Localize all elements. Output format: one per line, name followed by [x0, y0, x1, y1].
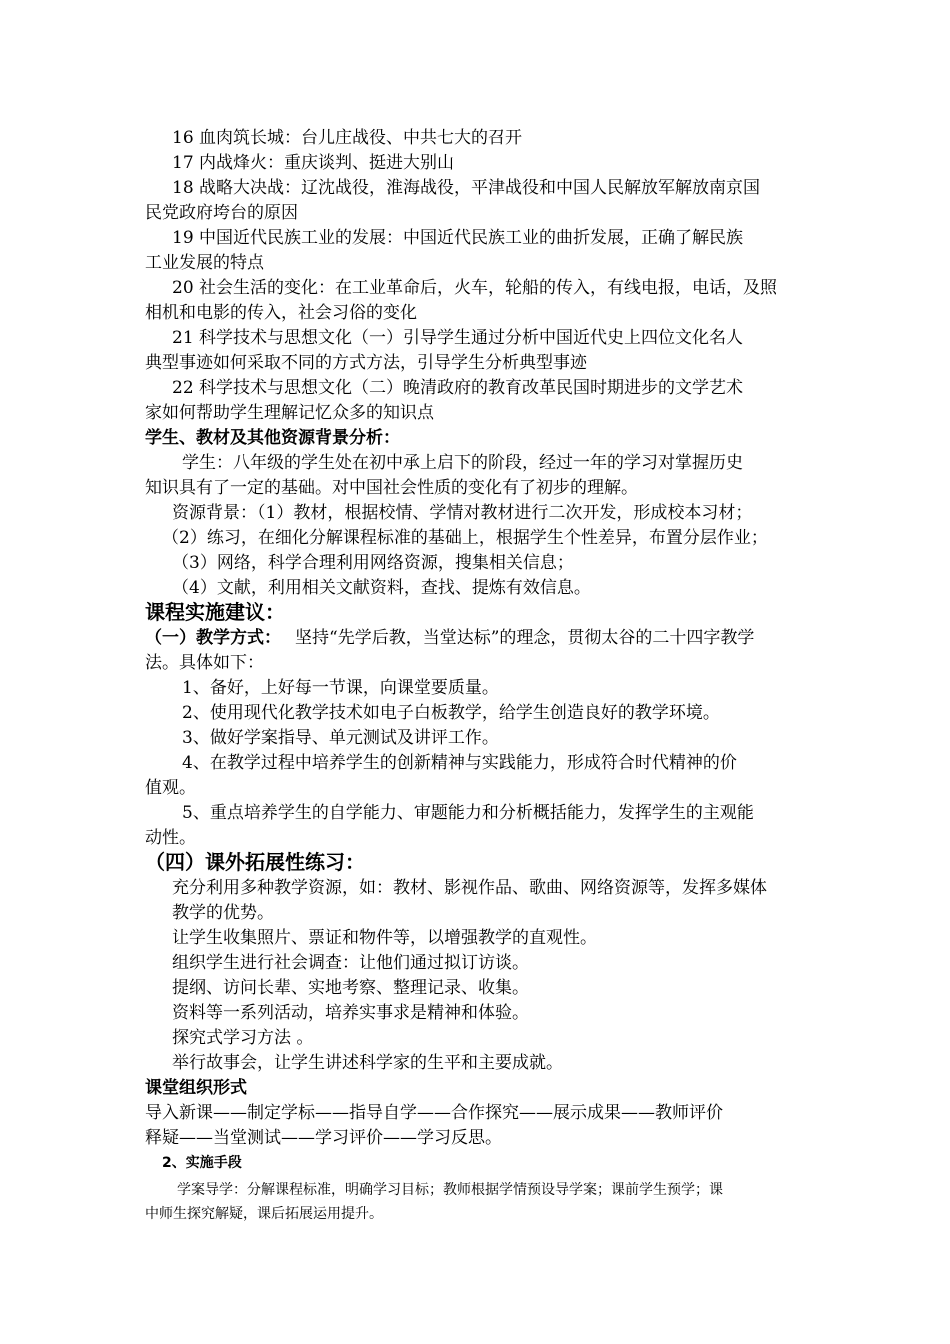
text-line: 相机和电影的传入，社会习俗的变化: [145, 303, 417, 323]
text-line: 民党政府垮台的原因: [145, 203, 298, 223]
text-line: 家如何帮助学生理解记忆众多的知识点: [145, 403, 434, 423]
text-line: 教学的优势。: [172, 903, 274, 923]
text-line: 法。具体如下：: [145, 653, 264, 673]
text-line: 值观。: [145, 778, 196, 798]
section-heading: 学生、教材及其他资源背景分析：: [145, 428, 400, 448]
list-item: 4、在教学过程中培养学生的创新精神与实践能力，形成符合时代精神的价: [182, 753, 737, 773]
text-line: 充分利用多种教学资源，如：教材、影视作品、歌曲、网络资源等，发挥多媒体: [172, 878, 767, 898]
section-heading: 课堂组织形式: [145, 1078, 247, 1098]
subsection-heading: 2、实施手段: [162, 1155, 242, 1171]
list-item: 1、备好，上好每一节课，向课堂要质量。: [182, 678, 499, 698]
text-line: 20 社会生活的变化：在工业革命后，火车，轮船的传入，有线电报，电话，及照: [172, 278, 778, 298]
text-line: （2）练习，在细化分解课程标准的基础上，根据学生个性差异，布置分层作业；: [162, 528, 768, 548]
text-line: 让学生收集照片、票证和物件等，以增强教学的直观性。: [172, 928, 597, 948]
text-line: 探究式学习方法 。: [172, 1028, 314, 1048]
text-line: （4）文献，利用相关文献资料，查找、提炼有效信息。: [172, 578, 591, 598]
text-line: 资源背景：（1）教材，根据校情、学情对教材进行二次开发，形成校本习材；: [172, 503, 753, 523]
section-heading: 课程实施建议：: [145, 600, 285, 624]
text-line: 17 内战烽火：重庆谈判、挺进大别山: [172, 153, 455, 173]
text-line: 22 科学技术与思想文化（二）晚清政府的教育改革民国时期进步的文学艺术: [172, 378, 744, 398]
text-line: 学案导学：分解课程标准，明确学习目标；教师根据学情预设导学案；课前学生预学；课: [177, 1182, 723, 1198]
text-line: 16 血肉筑长城：台儿庄战役、中共七大的召开: [172, 128, 523, 148]
text-line: 动性。: [145, 828, 196, 848]
text-line: 坚持“先学后教，当堂达标”的理念，贯彻太谷的二十四字教学: [295, 628, 755, 648]
text-line: 导入新课——制定学标——指导自学——合作探究——展示成果——教师评价: [145, 1103, 723, 1123]
text-line: 工业发展的特点: [145, 253, 264, 273]
text-line: 提纲、访问长辈、实地考察、整理记录、收集。: [172, 978, 529, 998]
text-line: 中师生探究解疑，课后拓展运用提升。: [145, 1206, 383, 1222]
text-line: 典型事迹如何采取不同的方式方法，引导学生分析典型事迹: [145, 353, 587, 373]
subsection-heading: （一）教学方式：: [145, 628, 281, 648]
list-item: 5、重点培养学生的自学能力、审题能力和分析概括能力，发挥学生的主观能: [182, 803, 754, 823]
section-heading: （四）课外拓展性练习：: [145, 850, 365, 874]
list-item: 2、使用现代化教学技术如电子白板教学，给学生创造良好的教学环境。: [182, 703, 720, 723]
text-line: 19 中国近代民族工业的发展：中国近代民族工业的曲折发展，正确了解民族: [172, 228, 744, 248]
text-line: 组织学生进行社会调查：让他们通过拟订访谈。: [172, 953, 529, 973]
list-item: 3、做好学案指导、单元测试及讲评工作。: [182, 728, 499, 748]
text-line: （3）网络，科学合理利用网络资源，搜集相关信息；: [172, 553, 574, 573]
text-line: 举行故事会，让学生讲述科学家的生平和主要成就。: [172, 1053, 563, 1073]
text-line: 知识具有了一定的基础。对中国社会性质的变化有了初步的理解。: [145, 478, 638, 498]
text-line: 资料等一系列活动，培养实事求是精神和体验。: [172, 1003, 529, 1023]
text-line: 18 战略大决战：辽沈战役，淮海战役，平津战役和中国人民解放军解放南京国: [172, 178, 761, 198]
text-line: 学生：八年级的学生处在初中承上启下的阶段，经过一年的学习对掌握历史: [182, 453, 743, 473]
text-line: 释疑——当堂测试——学习评价——学习反思。: [145, 1128, 502, 1148]
text-line: 21 科学技术与思想文化（一）引导学生通过分析中国近代史上四位文化名人: [172, 328, 744, 348]
